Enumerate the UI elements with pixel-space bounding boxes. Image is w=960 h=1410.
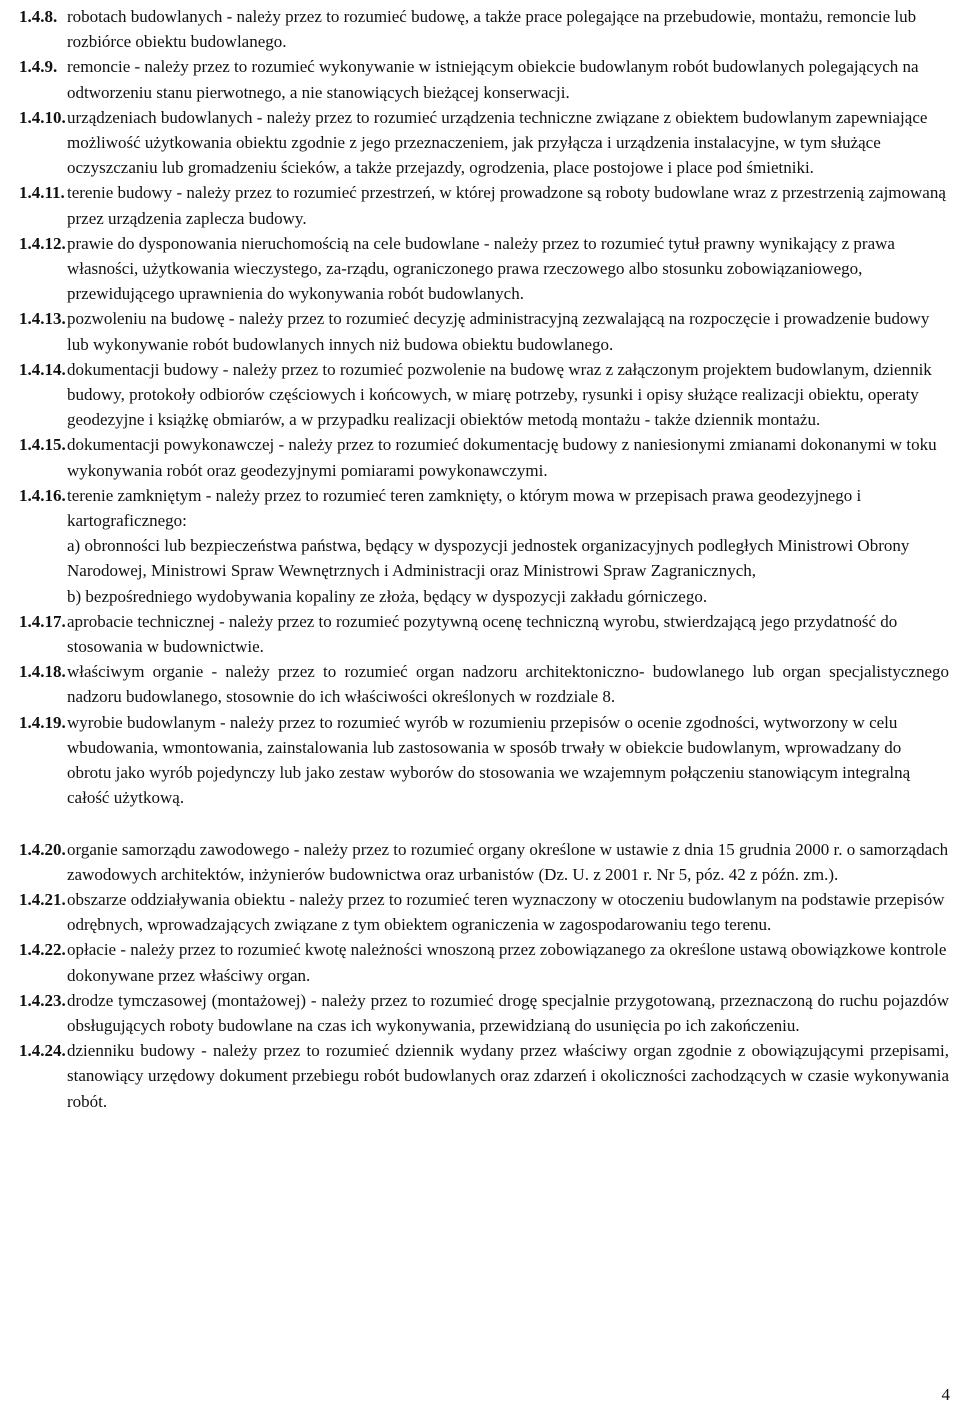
item-text: remoncie - należy przez to rozumieć wykonywanie w istniejącym obiekcie budowlanym robót budowlanych polegających na odtworzeniu stanu pierwotnego, a nie stanowiących bieżącej konserwacji. [67, 57, 919, 102]
item-text: opłacie - należy przez to rozumieć kwotę należności wnoszoną przez zobowiązanego za określone ustawą obowiązkowe kontrole dokonywane przez właściwy organ. [67, 940, 947, 985]
item-number: 1.4.8. [19, 7, 58, 26]
item-number: 1.4.11. [19, 183, 65, 203]
item-number: 1.4.12. [19, 233, 66, 253]
item-number: 1.4.14. [19, 359, 66, 379]
item-number: 1.4.21. [19, 889, 66, 909]
definition-item [19, 837, 949, 887]
definitions-list [19, 4, 949, 1114]
item-text: dokumentacji powykonawczej - należy przez to rozumieć dokumentację budowy z naniesionymi zmianami dokonanymi w toku wykonywania robót oraz geodezyjnymi pomiarami powykonawczymi. [67, 435, 937, 480]
item-number: 1.4.15. [19, 435, 66, 455]
item-number: 1.4.9. [19, 57, 58, 77]
definition-item [19, 937, 949, 987]
item-text: aprobacie technicznej - należy przez to rozumieć pozytywną ocenę techniczną wyrobu, stwierdzającą jego przydatność do stosowania w budownictwie. [67, 611, 898, 657]
item-number: 1.4.13. [19, 309, 66, 329]
item-text: obszarze oddziaływania obiektu - należy przez to rozumieć teren wyznaczony w otoczeniu budowlanym na podstawie przepisów odrębnych, wprowadzających związane z tym obiektem ograniczenia w zagospodarowaniu tego terenu. [67, 889, 945, 935]
definition-item [19, 231, 949, 307]
definition-item [19, 609, 949, 659]
definition-item [19, 432, 949, 482]
item-number: 1.4.18. [19, 662, 66, 682]
item-subpoint-b: b) bezpośredniego wydobywania kopaliny ze złoża, będący w dyspozycji zakładu górniczego. [67, 586, 708, 606]
item-number: 1.4.17. [19, 611, 66, 631]
definition-item [19, 54, 949, 104]
definition-item [19, 1038, 949, 1114]
item-subpoint-a: a) obronności lub bezpieczeństwa państwa, będący w dyspozycji jednostek organizacyjnych podległych Ministrowi Obrony Narodowej, Ministrowi Spraw Wewnętrznych i Administracji oraz Ministrowi Spraw Zagranicznych, [67, 536, 910, 581]
definition-item [19, 887, 949, 937]
definition-item [19, 710, 949, 811]
item-text: organie samorządu zawodowego - należy przez to rozumieć organy określone w ustawie z dnia 15 grudnia 2000 r. o samorządach zawodowych architektów, inżynierów budownictwa oraz urbanistów (Dz. U. z 2001 r. Nr 5, póz. 42 z późn. zm.). [67, 839, 949, 884]
blank-line [19, 811, 949, 837]
item-number: 1.4.23. [19, 990, 66, 1010]
item-text: dokumentacji budowy - należy przez to rozumieć pozwolenie na budowę wraz z załączonym projektem budowlanym, dziennik budowy, protokoły odbiorów częściowych i końcowych, w miarę potrzeby, rysunki i opisy służące realizacji obiektu, operaty geodezyjne i książkę obmiarów, a w przypadku realizacji obiektów metodą montażu - także dziennik montażu. [67, 359, 932, 430]
item-text: terenie budowy - należy przez to rozumieć przestrzeń, w której prowadzone są roboty budowlane wraz z przestrzenią zajmowaną przez urządzenia zaplecza budowy. [67, 183, 946, 228]
item-text: dzienniku budowy - należy przez to rozumieć dziennik wydany przez właściwy organ zgodnie z obowiązującymi przepisami, stanowiący urzędowy dokument przebiegu robót budowlanych oraz zdarzeń i okoliczności zachodzących w czasie wykonywania robót. [67, 1041, 949, 1111]
item-text: terenie zamkniętym - należy przez to rozumieć teren zamknięty, o którym mowa w przepisach prawa geodezyjnego i kartograficznego: [67, 485, 862, 531]
definition-item [19, 4, 949, 54]
item-text: drodze tymczasowej (montażowej) - należy przez to rozumieć drogę specjalnie przygotowaną, przeznaczoną do ruchu pojazdów obsługujących roboty budowlane na czas ich wykonywania, przewidzianą do usunięcia po ich zakończeniu. [67, 990, 949, 1035]
item-number: 1.4.22. [19, 940, 66, 960]
item-number: 1.4.24. [19, 1041, 66, 1061]
definition-item [19, 180, 949, 230]
definition-item [19, 483, 949, 609]
page-number: 4 [941, 1385, 950, 1404]
item-text: robotach budowlanych - należy przez to rozumieć budowę, a także prace polegające na przebudowie, montażu, remoncie lub rozbiórce obiektu budowlanego. [67, 7, 917, 52]
item-text: pozwoleniu na budowę - należy przez to rozumieć decyzję administracyjną zezwalającą na rozpoczęcie i prowadzenie budowy lub wykonywanie robót budowlanych innych niż budowa obiektu budowlanego. [67, 309, 930, 354]
item-number: 1.4.16. [19, 485, 66, 505]
definition-item [19, 357, 949, 433]
item-text: prawie do dysponowania nieruchomością na cele budowlane - należy przez to rozumieć tytuł prawny wynikający z prawa własności, użytkowania wieczystego, za-rządu, ograniczonego prawa rzeczowego albo stosunku zobowiązaniowego, przewidującego uprawnienia do wykonywania robót budowlanych. [67, 233, 895, 304]
definition-item [19, 306, 949, 356]
item-number: 1.4.20. [19, 839, 66, 859]
item-text: właściwym organie - należy przez to rozumieć organ nadzoru architektoniczno- budowlanego lub organ specjalistycznego nadzoru budowlanego, stosownie do ich właściwości określonych w rozdziale 8. [67, 662, 949, 707]
item-text: wyrobie budowlanym - należy przez to rozumieć wyrób w rozumieniu przepisów o ocenie zgodności, wytworzony w celu wbudowania, wmontowania, zainstalowania lub zastosowania w sposób trwały w obiekcie budowlanym, wprowadzany do obrotu jako wyrób pojedynczy lub jako zestaw wyborów do stosowania we wzajemnym połączeniu stanowiącym integralną całość użytkową. [67, 712, 911, 808]
definition-item [19, 105, 949, 181]
definition-item [19, 659, 949, 709]
item-number: 1.4.10. [19, 107, 66, 127]
definition-item [19, 988, 949, 1038]
item-text: urządzeniach budowlanych - należy przez to rozumieć urządzenia techniczne związane z obiektem budowlanym zapewniające możliwość użytkowania obiektu zgodnie z jego przeznaczeniem, jak przyłącza i urządzenia instalacyjne, w tym służące oczyszczaniu lub gromadzeniu ścieków, a także przejazdy, ogrodzenia, place postojowe i place pod śmietniki. [67, 107, 928, 178]
item-number: 1.4.19. [19, 712, 66, 732]
